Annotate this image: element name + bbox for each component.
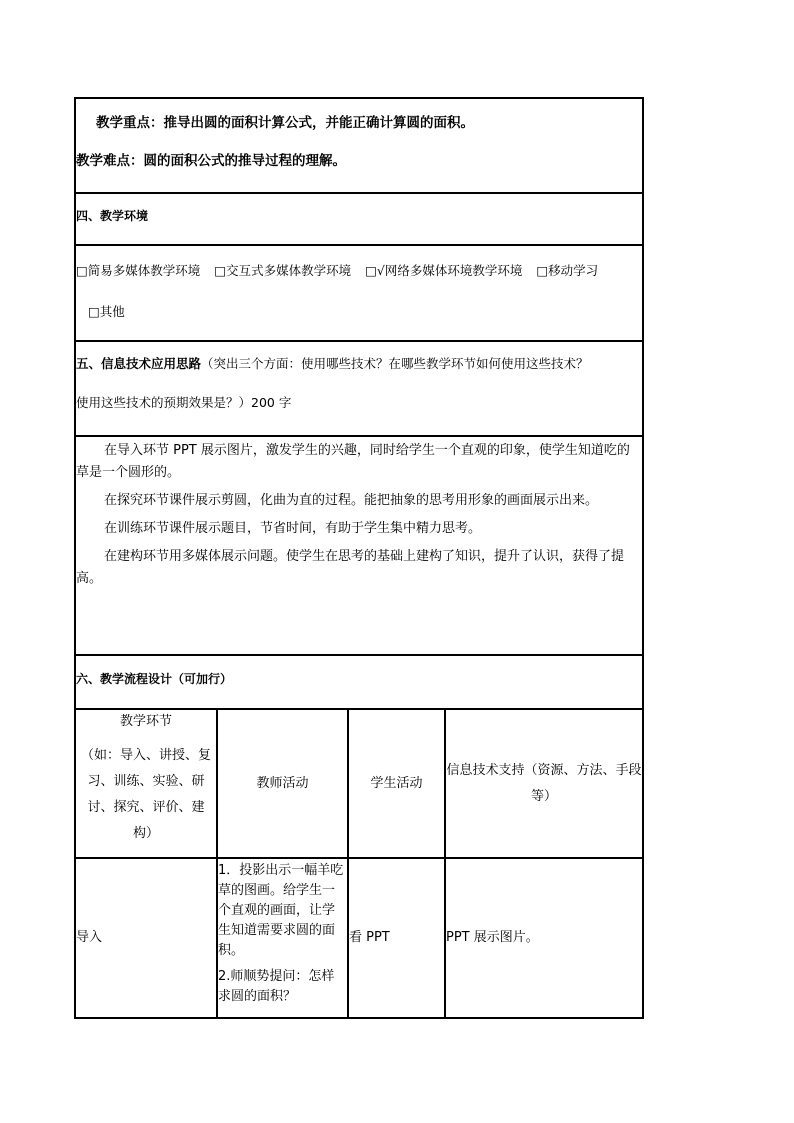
section4-heading: 四、教学环境 [76, 209, 149, 223]
phase-note: （如：导入、讲授、复习、训练、实验、研讨、探究、评价、建构） [80, 748, 211, 841]
teacher-activity-2: 2.师顺势提问：怎样求圆的面积？ [218, 969, 335, 1004]
environment-options-cell [75, 245, 643, 341]
flow-row-phase: 导入 [75, 858, 217, 1018]
env-option-other[interactable]: □其他 [88, 304, 125, 319]
tech-idea-paragraph: 在训练环节课件展示题目，节省时间，有助于学生集中精力思考。 [104, 521, 482, 536]
column-header-phase [75, 709, 217, 858]
env-option-network[interactable]: □√网络多媒体环境教学环境 [365, 263, 523, 278]
teacher-activity-1: 1．投影出示一幅羊吃草的图画。给学生一个直观的画面，让学生知道需要求圆的面积。 [218, 863, 344, 958]
tech-idea-paragraph: 在探究环节课件展示剪圆，化曲为直的过程。能把抽象的思考用形象的画面展示出来。 [104, 493, 599, 508]
section6-heading-cell [75, 655, 643, 709]
section5-heading-cell [75, 341, 643, 436]
env-option-simple[interactable]: □简易多媒体教学环境 [76, 263, 201, 278]
tech-idea-paragraph: 在导入环节 PPT 展示图片，激发学生的兴趣，同时给学生一个直观的印象，使学生知道吃的草是一个圆形的。 [76, 443, 630, 480]
lesson-plan-document [74, 97, 642, 1019]
tech-ideas-cell [75, 436, 643, 655]
column-header-student: 学生活动 [348, 709, 445, 858]
tech-idea-paragraph: 在建构环节用多媒体展示问题。使学生在思考的基础上建构了知识，提升了认识，获得了提高。 [76, 549, 625, 586]
flow-row-teacher [217, 858, 348, 1018]
section5-heading-line2: 使用这些技术的预期效果是？）200 字 [76, 395, 292, 410]
env-option-mobile[interactable]: □移动学习 [536, 263, 599, 278]
env-option-interactive[interactable]: □交互式多媒体教学环境 [214, 263, 352, 278]
phase-title: 教学环节 [119, 714, 172, 729]
flow-row-tech: PPT 展示图片。 [445, 858, 643, 1018]
section6-heading: 六、教学流程设计（可加行） [76, 672, 233, 686]
lesson-plan-table [74, 97, 644, 1019]
section5-heading-note: （突出三个方面：使用哪些技术？在哪些教学环节如何使用这些技术？ [201, 356, 589, 371]
column-header-teacher: 教师活动 [217, 709, 348, 858]
section5-heading: 五、信息技术应用思路 [76, 356, 202, 371]
section4-heading-cell [75, 193, 643, 245]
teaching-difficulty: 教学难点：圆的面积公式的推导过程的理解。 [76, 153, 346, 169]
key-points-cell [75, 98, 643, 193]
flow-row-student: 看 PPT [348, 858, 445, 1018]
column-header-tech: 信息技术支持（资源、方法、手段等） [445, 709, 643, 858]
teaching-focus: 教学重点：推导出圆的面积计算公式，并能正确计算圆的面积。 [96, 115, 474, 131]
